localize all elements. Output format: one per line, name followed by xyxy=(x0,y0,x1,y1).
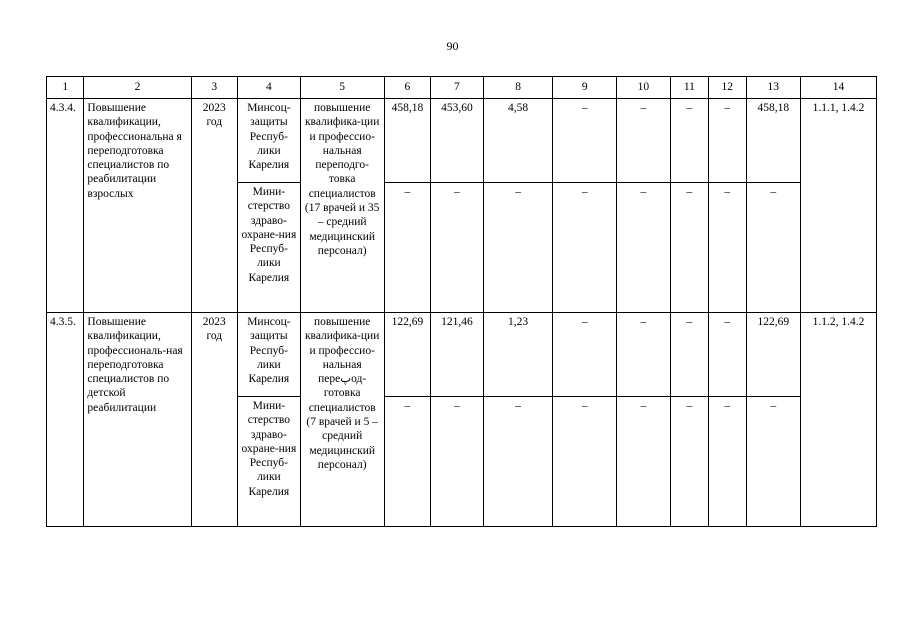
value-cell: 121,46 xyxy=(431,313,484,397)
year-cell: 2023 год xyxy=(191,99,238,313)
value-cell: – xyxy=(709,99,746,183)
program-table xyxy=(46,76,877,527)
value-cell: – xyxy=(553,99,617,183)
header-cell: 13 xyxy=(746,77,801,99)
value-cell: – xyxy=(746,397,801,527)
value-cell: – xyxy=(709,313,746,397)
measure-name: Повышение квалификации, профессиональна я переподготовка специалистов по реабилитации взрослых xyxy=(84,99,191,313)
header-cell: 8 xyxy=(483,77,553,99)
value-cell: – xyxy=(617,183,671,313)
value-cell: – xyxy=(553,313,617,397)
table-row xyxy=(47,99,877,183)
year-cell: 2023 год xyxy=(191,313,238,527)
measure-name: Повышение квалификации, профессиональ-ная переподготовка специалистов по детской реабилитации xyxy=(84,313,191,527)
header-cell: 12 xyxy=(709,77,746,99)
organization-cell: Мини-стерство здраво-охране-ния Респуб-лики Карелия xyxy=(238,397,301,527)
value-cell: – xyxy=(709,397,746,527)
value-cell: – xyxy=(553,397,617,527)
header-cell: 4 xyxy=(238,77,301,99)
value-cell: – xyxy=(617,397,671,527)
header-cell: 7 xyxy=(431,77,484,99)
value-cell: – xyxy=(670,99,708,183)
row-number: 4.3.4. xyxy=(47,99,84,313)
header-cell: 1 xyxy=(47,77,84,99)
value-cell: – xyxy=(670,183,708,313)
value-cell: 4,58 xyxy=(483,99,553,183)
header-cell: 10 xyxy=(617,77,671,99)
value-cell: – xyxy=(384,183,431,313)
description-cell: повышение квалифика-ции и профессио-нальная переподго-товка специалистов (17 врачей и 35 – средний медицинский персонал) xyxy=(300,99,384,313)
header-cell: 2 xyxy=(84,77,191,99)
value-cell: – xyxy=(431,397,484,527)
value-cell: 122,69 xyxy=(746,313,801,397)
header-cell: 11 xyxy=(670,77,708,99)
table-row xyxy=(47,313,877,397)
value-cell: – xyxy=(553,183,617,313)
value-cell: 453,60 xyxy=(431,99,484,183)
value-cell: – xyxy=(670,397,708,527)
header-cell: 9 xyxy=(553,77,617,99)
indicator-cell: 1.1.2, 1.4.2 xyxy=(801,313,877,527)
organization-cell: Мини-стерство здраво-охране-ния Респуб-лики Карелия xyxy=(238,183,301,313)
organization-cell: Минсоц-защиты Респуб-лики Карелия xyxy=(238,99,301,183)
header-row xyxy=(47,77,877,99)
indicator-cell: 1.1.1, 1.4.2 xyxy=(801,99,877,313)
value-cell: – xyxy=(617,99,671,183)
value-cell: – xyxy=(384,397,431,527)
header-cell: 3 xyxy=(191,77,238,99)
value-cell: 458,18 xyxy=(746,99,801,183)
row-number: 4.3.5. xyxy=(47,313,84,527)
value-cell: – xyxy=(483,183,553,313)
value-cell: – xyxy=(617,313,671,397)
value-cell: 1,23 xyxy=(483,313,553,397)
page-number: 90 xyxy=(446,39,459,53)
value-cell: – xyxy=(746,183,801,313)
description-cell: повышение квалифика-ции и профессио-нальная переپод-готовка специалистов (7 врачей и 5 – средний медицинский персонал) xyxy=(300,313,384,527)
value-cell: 458,18 xyxy=(384,99,431,183)
value-cell: – xyxy=(483,397,553,527)
organization-cell: Минсоц-защиты Респуб-лики Карелия xyxy=(238,313,301,397)
header-cell: 14 xyxy=(801,77,877,99)
header-cell: 5 xyxy=(300,77,384,99)
value-cell: – xyxy=(670,313,708,397)
value-cell: 122,69 xyxy=(384,313,431,397)
value-cell: – xyxy=(709,183,746,313)
header-cell: 6 xyxy=(384,77,431,99)
value-cell: – xyxy=(431,183,484,313)
